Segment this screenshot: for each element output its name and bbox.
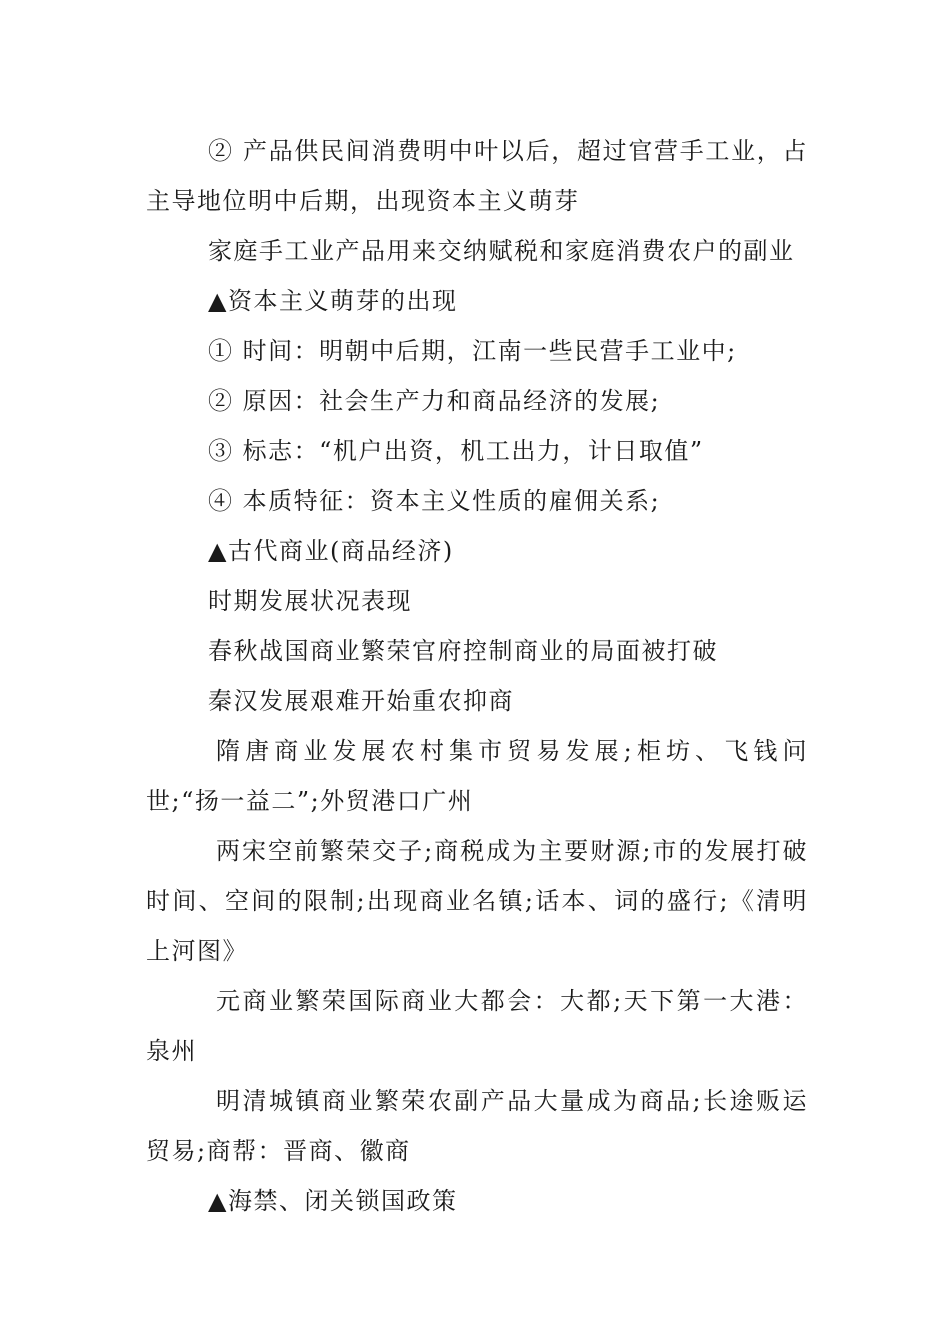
paragraph-household-handicraft: 家庭手工业产品用来交纳赋税和家庭消费农户的副业 [208, 237, 795, 265]
table-header-line: 时期发展状况表现 [208, 587, 412, 615]
row-song: 两宋空前繁荣交子;商税成为主要财源;市的发展打破时间、空间的限制;出现商业名镇;话本、词的盛行;《清明上河图》 [146, 837, 808, 965]
heading-ancient-commerce: ▲古代商业(商品经济) [208, 537, 454, 565]
list-item-sign: ③ 标志：“机户出资，机工出力，计日取值” [208, 437, 704, 465]
list-item-cause: ② 原因：社会生产力和商品经济的发展; [208, 387, 661, 415]
heading-sea-ban: ▲海禁、闭关锁国政策 [208, 1187, 458, 1215]
row-ming-qing: 明清城镇商业繁荣农副产品大量成为商品;长途贩运贸易;商帮：晋商、徽商 [146, 1087, 808, 1165]
row-qin-han: 秦汉发展艰难开始重农抑商 [208, 687, 514, 715]
row-yuan: 元商业繁荣国际商业大都会：大都;天下第一大港：泉州 [146, 987, 808, 1065]
row-spring-autumn: 春秋战国商业繁荣官府控制商业的局面被打破 [208, 637, 718, 665]
heading-capitalism-sprouts: ▲资本主义萌芽的出现 [208, 287, 458, 315]
row-sui-tang: 隋唐商业发展农村集市贸易发展;柜坊、飞钱问世;“扬一益二”;外贸港口广州 [146, 737, 808, 815]
list-item-essence: ④ 本质特征：资本主义性质的雇佣关系; [208, 487, 661, 515]
paragraph-product-consumption: ② 产品供民间消费明中叶以后，超过官营手工业，占主导地位明中后期，出现资本主义萌芽 [146, 137, 808, 215]
list-item-time: ① 时间：明朝中后期，江南一些民营手工业中; [208, 337, 737, 365]
document-body [146, 126, 808, 1226]
